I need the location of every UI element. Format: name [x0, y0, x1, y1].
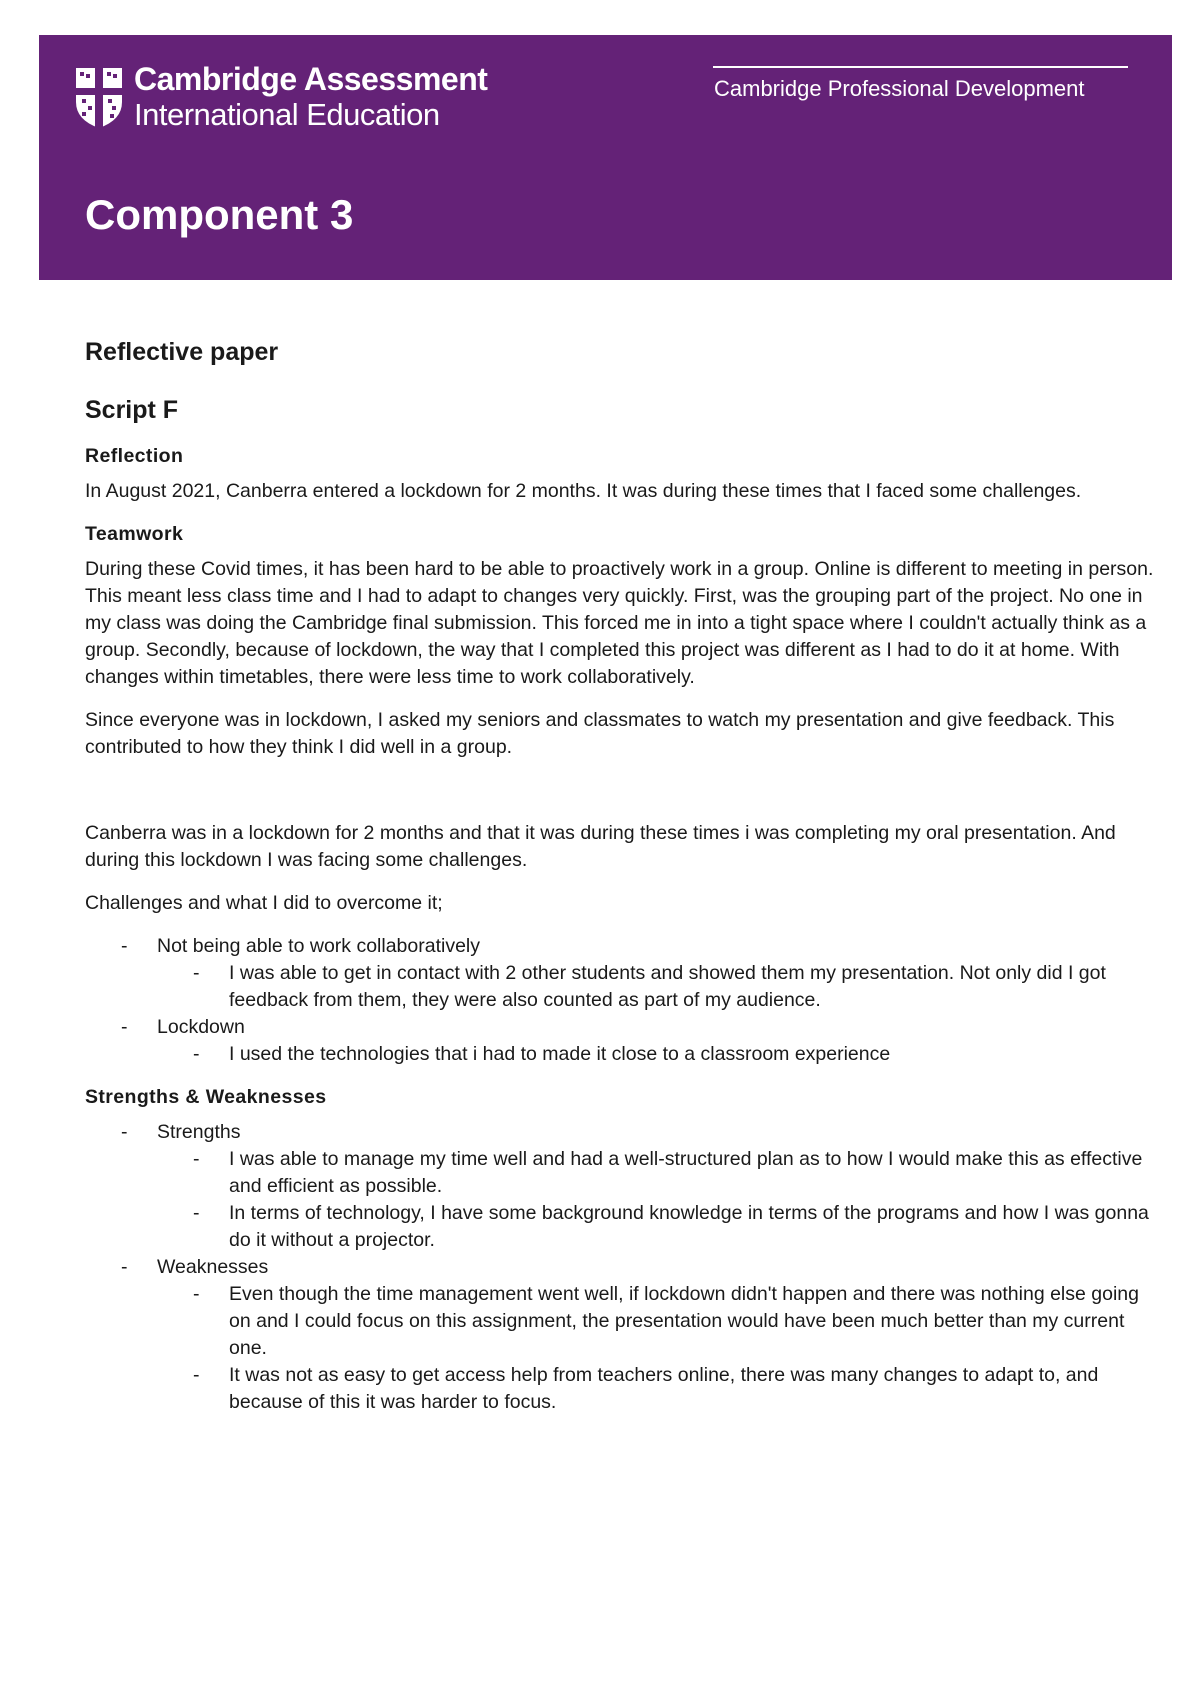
division-rule — [713, 66, 1128, 68]
logo-line-1: Cambridge Assessment — [134, 61, 488, 97]
list-item-label: Lockdown — [157, 1016, 245, 1038]
sub-list-item: - I was able to manage my time well and had a well-structured plan as to how I would make this as effective and efficient as possible. — [157, 1146, 1165, 1200]
sub-list — [157, 1281, 1165, 1416]
logo-wordmark — [134, 62, 487, 132]
challenges-intro: Challenges and what I did to overcome it; — [85, 892, 443, 914]
sub-list-item: - Even though the time management went well, if lockdown didn't happen and there was nothing else going on and I could focus on this assignment, the presentation would have been much better than my current one. — [157, 1281, 1165, 1362]
script-label: Script F — [85, 396, 179, 424]
list-item-label: Strengths — [157, 1121, 241, 1143]
sub-list-item: - It was not as easy to get access help from teachers online, there was many changes to adapt to, and because of this it was harder to focus. — [157, 1362, 1165, 1416]
document-heading: Reflective paper — [85, 338, 279, 366]
sub-list-item: - I used the technologies that i had to made it close to a classroom experience — [157, 1041, 1165, 1068]
list-item — [85, 1254, 1165, 1416]
strengths-weaknesses-list — [85, 1119, 1165, 1416]
sub-list — [157, 960, 1165, 1014]
challenges-list — [85, 933, 1165, 1068]
teamwork-paragraph-1: During these Covid times, it has been hard to be able to proactively work in a group. Online is different to meeting in person. This meant less class time and I had to adapt to changes very quickly. First, was the grouping part of the project. No one in my class was doing the Cambridge final submission. This forced me in into a tight space where I couldn't actually think as a group. Secondly, because of lockdown, the way that I completed this project was different as I had to do it at home. With changes within timetables, there were less time to work collaboratively. — [85, 558, 1154, 688]
page-title: Component 3 — [85, 191, 354, 238]
strengths-weaknesses-heading: Strengths & Weaknesses — [85, 1086, 327, 1108]
list-item — [85, 1014, 1165, 1068]
sub-list-item: - I was able to get in contact with 2 other students and showed them my presentation. Not only did I got feedback from them, they were also counted as part of my audience. — [157, 960, 1165, 1014]
document-body — [85, 335, 1165, 1432]
sub-list-item: - In terms of technology, I have some background knowledge in terms of the programs and how I was gonna do it without a projector. — [157, 1200, 1165, 1254]
reflection-heading: Reflection — [85, 445, 184, 467]
division-label: Cambridge Professional Development — [714, 76, 1085, 101]
list-item — [85, 933, 1165, 1014]
sub-list — [157, 1041, 1165, 1068]
list-item — [85, 1119, 1165, 1254]
logo-line-2: International Education — [134, 97, 440, 132]
spacer — [85, 777, 1165, 820]
teamwork-paragraph-2: Since everyone was in lockdown, I asked my seniors and classmates to watch my presentation and give feedback. This contributed to how they think I did well in a group. — [85, 709, 1115, 758]
teamwork-heading: Teamwork — [85, 523, 184, 545]
list-item-label: Not being able to work collaboratively — [157, 935, 481, 957]
university-crest-logo — [74, 66, 124, 130]
sub-list — [157, 1146, 1165, 1254]
lockdown-paragraph: Canberra was in a lockdown for 2 months and that it was during these times i was completing my oral presentation. And during this lockdown I was facing some challenges. — [85, 822, 1116, 871]
reflection-paragraph: In August 2021, Canberra entered a lockdown for 2 months. It was during these times that I faced some challenges. — [85, 480, 1082, 502]
list-item-label: Weaknesses — [157, 1256, 269, 1278]
